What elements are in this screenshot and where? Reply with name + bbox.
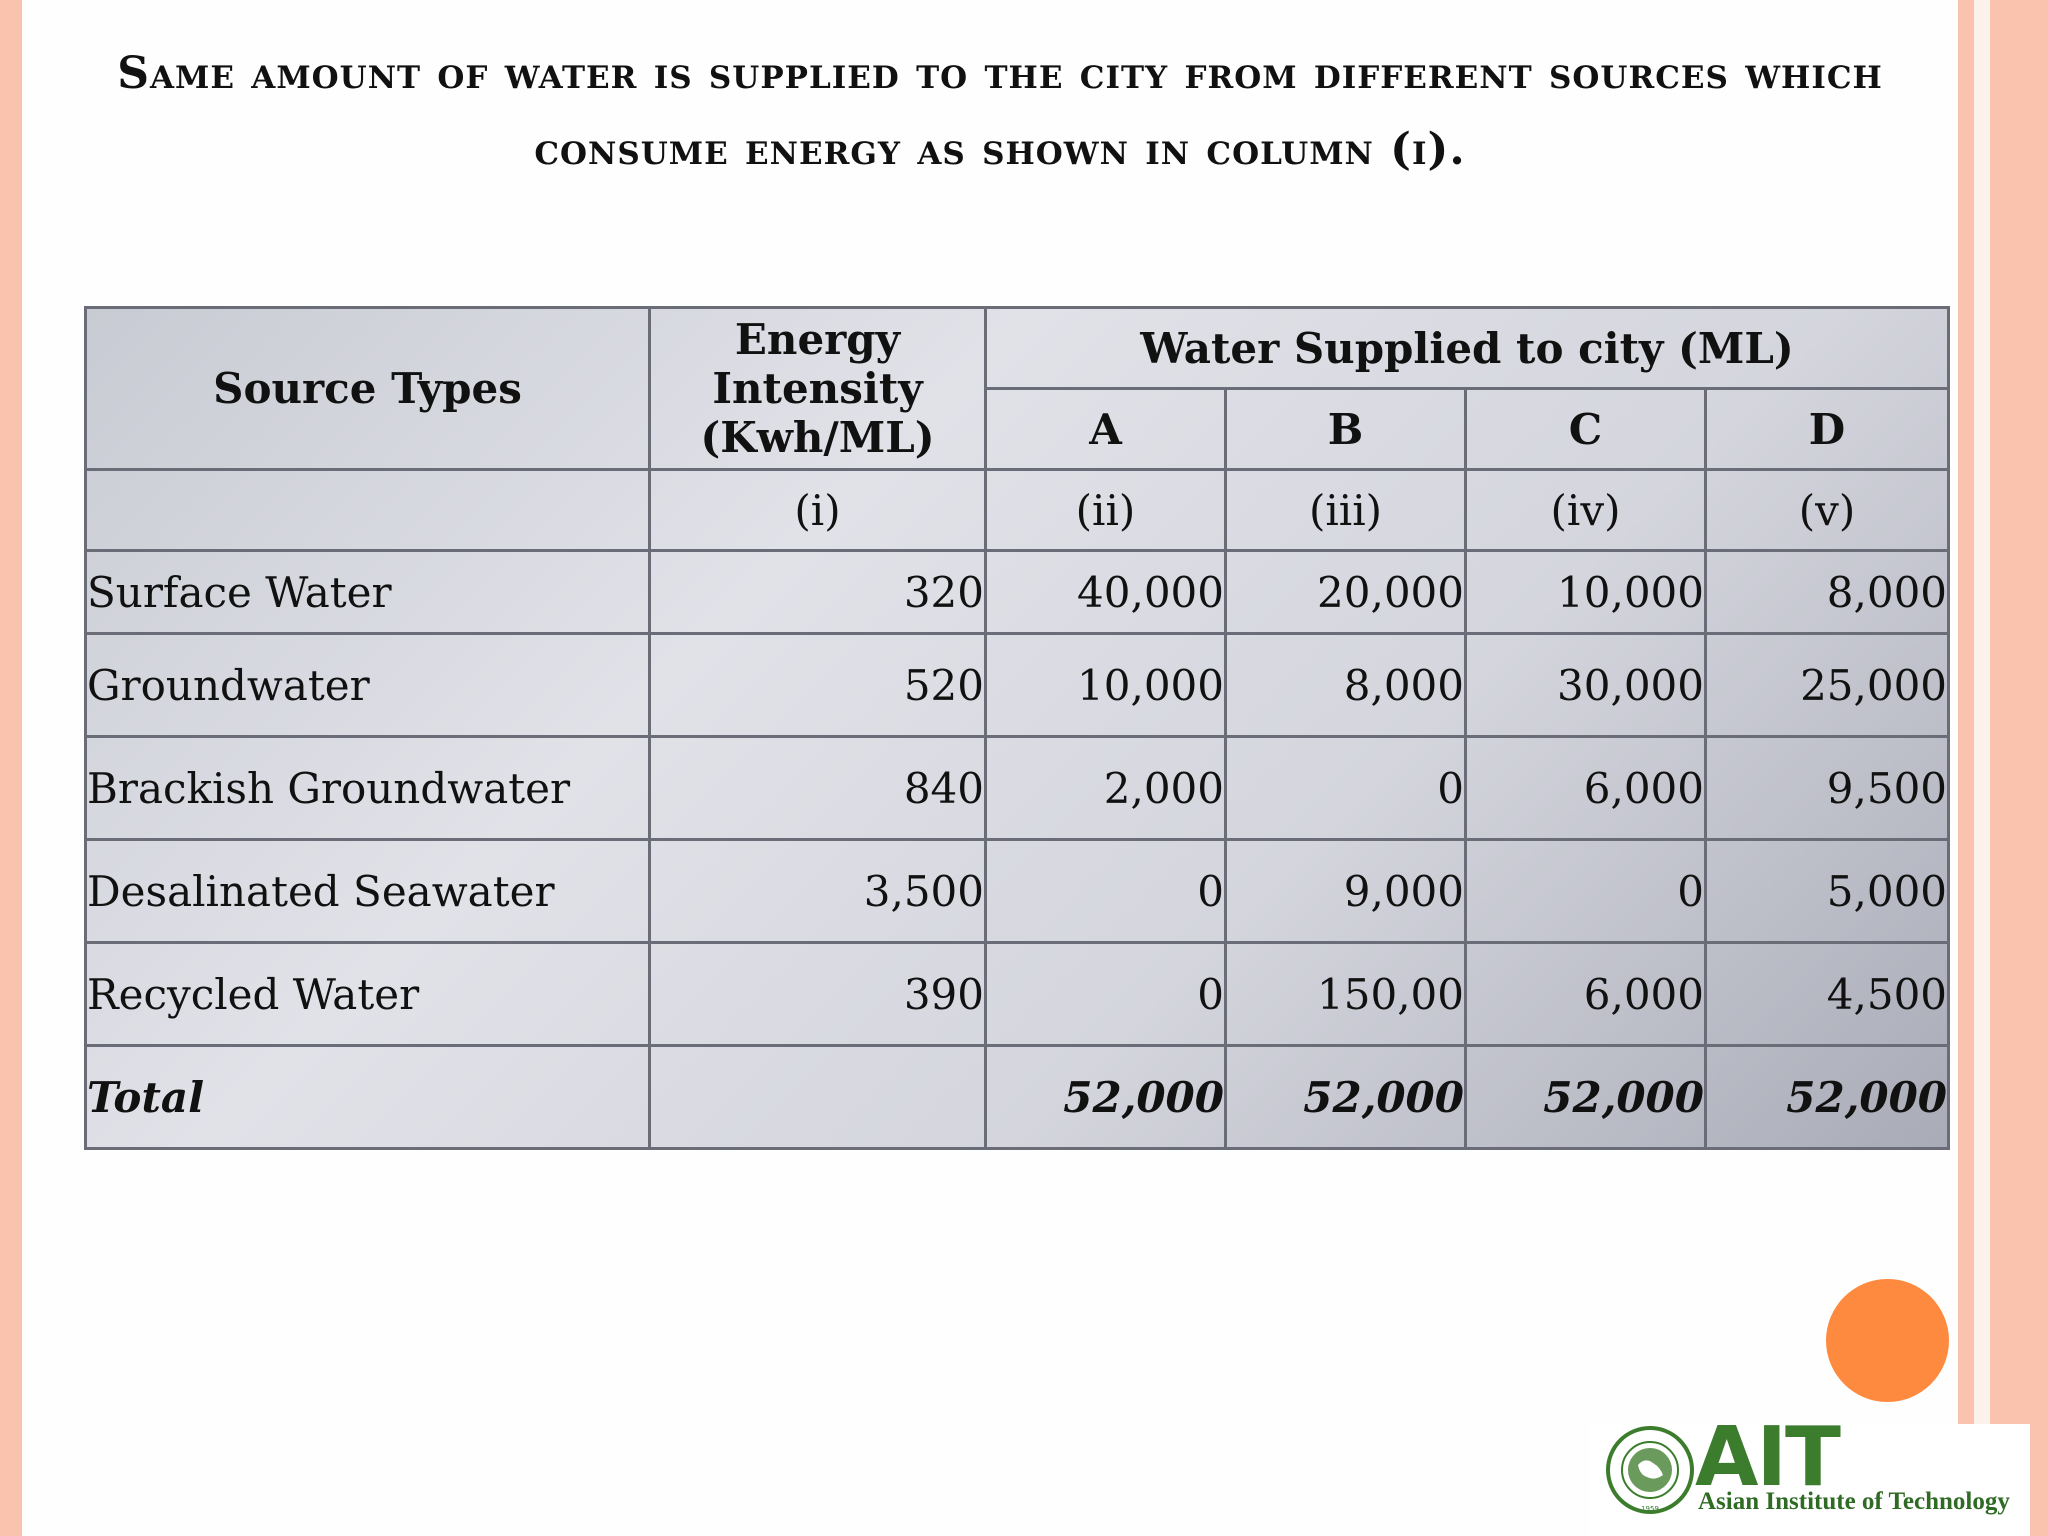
row-c: 6,000 — [1466, 737, 1706, 840]
row-source: Recycled Water — [86, 943, 650, 1046]
row-b: 150,00 — [1226, 943, 1466, 1046]
table-row — [86, 551, 1949, 634]
seal-year: 1959 — [1641, 1505, 1659, 1513]
roman-iv: (iv) — [1466, 470, 1706, 551]
row-a: 0 — [986, 943, 1226, 1046]
row-d: 5,000 — [1706, 840, 1949, 943]
header-col-a: A — [986, 389, 1226, 470]
row-a: 40,000 — [986, 551, 1226, 634]
header-col-d: D — [1706, 389, 1949, 470]
header-energy-intensity: Energy Intensity (Kwh/ML) — [650, 308, 986, 470]
slide-title: Same amount of water is supplied to the city from different sources which consume energy as shown in column (i). — [117, 48, 1883, 175]
row-c: 30,000 — [1466, 634, 1706, 737]
table-row — [86, 737, 1949, 840]
row-energy: 390 — [650, 943, 986, 1046]
row-b: 20,000 — [1226, 551, 1466, 634]
total-label: Total — [86, 1046, 650, 1149]
row-a: 2,000 — [986, 737, 1226, 840]
roman-empty-cell — [86, 470, 650, 551]
header-water-supplied: Water Supplied to city (ML) — [986, 308, 1949, 389]
total-row — [86, 1046, 1949, 1149]
row-c: 0 — [1466, 840, 1706, 943]
roman-iii: (iii) — [1226, 470, 1466, 551]
row-d: 4,500 — [1706, 943, 1949, 1046]
total-b: 52,000 — [1226, 1046, 1466, 1149]
table-row — [86, 634, 1949, 737]
total-a: 52,000 — [986, 1046, 1226, 1149]
roman-i: (i) — [650, 470, 986, 551]
table-row — [86, 943, 1949, 1046]
row-b: 0 — [1226, 737, 1466, 840]
ait-logo-letters: AIT — [1695, 1410, 1839, 1505]
right-border-stripe — [1958, 0, 1974, 1536]
ait-seal-icon — [1605, 1425, 1695, 1515]
total-c: 52,000 — [1466, 1046, 1706, 1149]
row-b: 8,000 — [1226, 634, 1466, 737]
row-source: Brackish Groundwater — [86, 737, 650, 840]
row-energy: 840 — [650, 737, 986, 840]
left-border-decoration — [0, 0, 22, 1536]
row-c: 10,000 — [1466, 551, 1706, 634]
row-d: 9,500 — [1706, 737, 1949, 840]
orange-circle-decoration — [1826, 1279, 1949, 1402]
row-energy: 520 — [650, 634, 986, 737]
row-source: Surface Water — [86, 551, 650, 634]
right-border-gap — [1974, 0, 1990, 1536]
row-energy: 320 — [650, 551, 986, 634]
roman-v: (v) — [1706, 470, 1949, 551]
row-c: 6,000 — [1466, 943, 1706, 1046]
header-col-b: B — [1226, 389, 1466, 470]
row-a: 10,000 — [986, 634, 1226, 737]
row-a: 0 — [986, 840, 1226, 943]
data-table-container — [84, 306, 1947, 1146]
row-source: Groundwater — [86, 634, 650, 737]
right-border-stripe-outer — [1990, 0, 2048, 1536]
header-col-c: C — [1466, 389, 1706, 470]
total-energy — [650, 1046, 986, 1149]
roman-ii: (ii) — [986, 470, 1226, 551]
energy-water-table — [84, 306, 1950, 1150]
row-d: 8,000 — [1706, 551, 1949, 634]
row-d: 25,000 — [1706, 634, 1949, 737]
header-source-types: Source Types — [86, 308, 650, 470]
row-b: 9,000 — [1226, 840, 1466, 943]
row-energy: 3,500 — [650, 840, 986, 943]
total-d: 52,000 — [1706, 1046, 1949, 1149]
ait-logo-name: Asian Institute of Technology — [1698, 1488, 2010, 1515]
table-row — [86, 840, 1949, 943]
row-source: Desalinated Seawater — [86, 840, 650, 943]
